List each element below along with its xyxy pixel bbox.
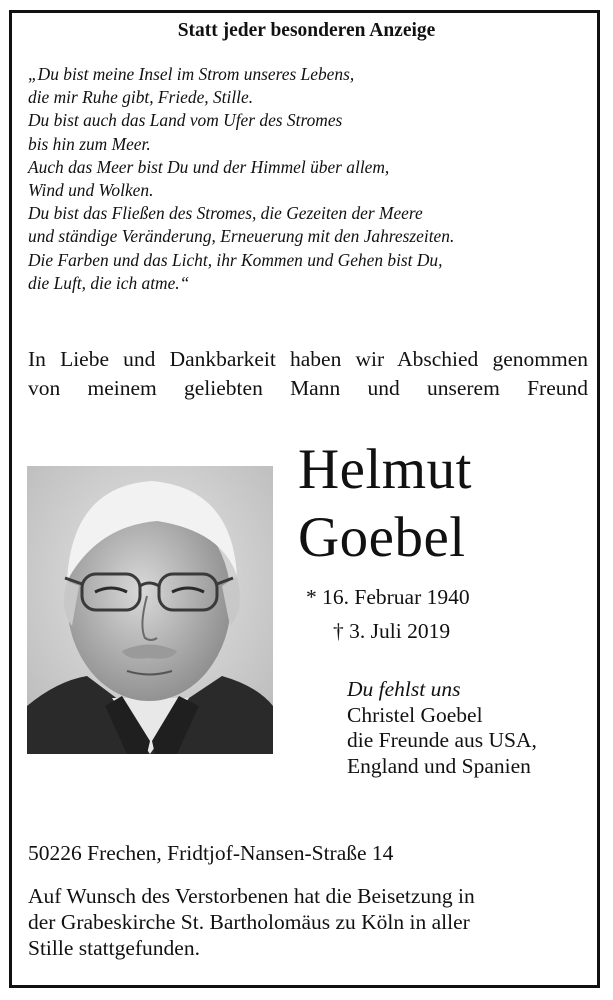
deceased-last-name: Goebel bbox=[298, 506, 466, 569]
intro-text bbox=[28, 345, 588, 403]
poem bbox=[28, 63, 588, 295]
poem-line: die mir Ruhe gibt, Friede, Stille. bbox=[28, 87, 254, 108]
poem-line: Wind und Wolken. bbox=[28, 180, 154, 201]
notice-line: der Grabeskirche St. Bartholomäus zu Köln in aller bbox=[28, 910, 470, 934]
poem-line: bis hin zum Meer. bbox=[28, 133, 151, 154]
poem-line: Auch das Meer bist Du und der Himmel über allem, bbox=[28, 156, 390, 177]
notice-line: Auf Wunsch des Verstorbenen hat die Beisetzung in bbox=[28, 884, 475, 908]
mourners-lead: Du fehlst uns bbox=[347, 677, 461, 701]
deceased-first-name: Helmut bbox=[298, 438, 472, 501]
poem-line: Du bist das Fließen des Stromes, die Gezeiten der Meere bbox=[28, 203, 423, 224]
mourner-name: Christel Goebel bbox=[347, 702, 483, 727]
address: 50226 Frechen, Fridtjof-Nansen-Straße 14 bbox=[28, 841, 394, 865]
funeral-notice bbox=[28, 883, 598, 961]
poem-line: und ständige Veränderung, Erneuerung mit den Jahreszeiten. bbox=[28, 226, 455, 247]
mourners bbox=[347, 677, 537, 779]
death-date: † 3. Juli 2019 bbox=[333, 619, 451, 643]
notice-header: Statt jeder besonderen Anzeige bbox=[177, 20, 436, 41]
intro-line: In Liebe und Dankbarkeit haben wir Abschied genommen bbox=[28, 347, 588, 371]
portrait-photo bbox=[27, 466, 273, 754]
mourner-name: die Freunde aus USA, bbox=[347, 728, 537, 752]
poem-line: „Du bist meine Insel im Strom unseres Lebens, bbox=[28, 64, 355, 84]
poem-line: die Luft, die ich atme.“ bbox=[28, 272, 190, 293]
poem-line: Du bist auch das Land vom Ufer des Stromes bbox=[28, 110, 343, 131]
intro-line: von meinem geliebten Mann und unserem Freund bbox=[28, 376, 588, 400]
birth-date: * 16. Februar 1940 bbox=[306, 585, 470, 609]
poem-line: Die Farben und das Licht, ihr Kommen und Gehen bist Du, bbox=[28, 249, 443, 270]
mourner-name: England und Spanien bbox=[347, 753, 531, 778]
notice-line: Stille stattgefunden. bbox=[28, 936, 200, 960]
